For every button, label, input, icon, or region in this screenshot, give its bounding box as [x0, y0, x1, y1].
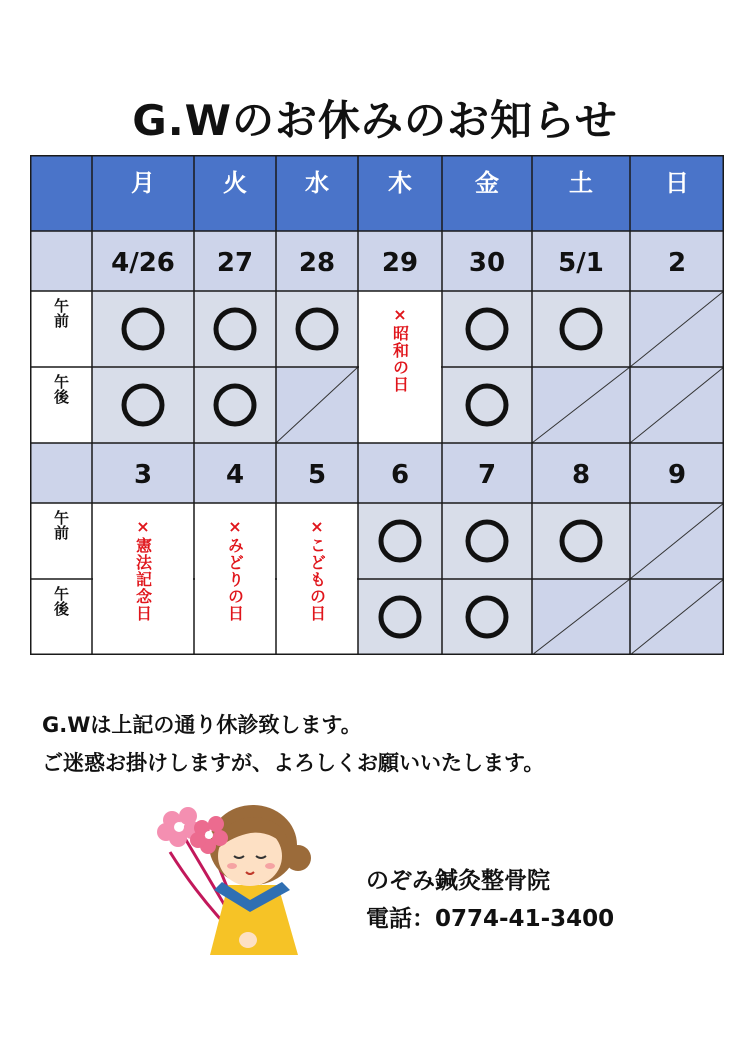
period-label: 午前	[52, 510, 70, 540]
weekday-label: 木	[388, 169, 412, 197]
date-label: 29	[381, 248, 419, 278]
period-label: 午前	[52, 298, 70, 328]
schedule-cell-am	[358, 503, 442, 579]
clinic-phone: 電話：0774-41-3400	[366, 906, 615, 932]
schedule-cell-am	[92, 291, 194, 367]
schedule-cell-am	[194, 291, 276, 367]
schedule-cell-pm	[442, 579, 532, 655]
schedule-cell-pm	[442, 367, 532, 443]
holiday-label: ×こどもの日	[307, 517, 327, 622]
clinic-info	[366, 862, 614, 938]
date-label: 4/26	[111, 248, 175, 278]
schedule-cell-am	[442, 291, 532, 367]
weekday-label: 土	[569, 169, 593, 197]
schedule-cell-am	[532, 291, 630, 367]
page-title: G.Wのお休みのお知らせ	[132, 96, 618, 145]
weekday-label: 火	[223, 169, 247, 197]
schedule-cell-am	[442, 503, 532, 579]
schedule-cell-pm	[358, 579, 442, 655]
weekday-label: 月	[131, 169, 155, 197]
date-label: 5/1	[558, 248, 604, 278]
holiday-label: ×憲法記念日	[133, 517, 153, 622]
schedule-cell-pm	[194, 367, 276, 443]
date-label: 4	[225, 460, 245, 490]
period-label: 午後	[52, 586, 70, 616]
holiday-label: ×みどりの日	[225, 517, 245, 622]
girl-with-flowers-illustration	[150, 790, 325, 965]
date-label: 2	[667, 248, 687, 278]
notice-line-1: G.Wは上記の通り休診致します。	[42, 713, 362, 737]
clinic-name: のぞみ鍼灸整骨院	[366, 868, 550, 894]
schedule-cell-pm	[92, 367, 194, 443]
weekday-label: 水	[305, 169, 329, 197]
notice-line-2: ご迷惑お掛けしますが、よろしくお願いいたします。	[42, 751, 545, 775]
weekday-label: 日	[665, 169, 689, 197]
period-label: 午後	[52, 374, 70, 404]
date-label: 27	[216, 248, 254, 278]
holiday-calendar	[30, 155, 724, 655]
holiday-label: ×昭和の日	[390, 305, 410, 393]
date-label: 5	[307, 460, 327, 490]
date-label: 28	[298, 248, 336, 278]
date-label: 7	[477, 460, 497, 490]
schedule-cell-am	[532, 503, 630, 579]
schedule-cell-am	[276, 291, 358, 367]
date-label: 8	[571, 460, 591, 490]
date-label: 9	[667, 460, 687, 490]
date-label: 30	[468, 248, 506, 278]
date-label: 6	[390, 460, 410, 490]
notice-text	[42, 706, 544, 782]
date-label: 3	[133, 460, 153, 490]
weekday-label: 金	[475, 169, 499, 197]
